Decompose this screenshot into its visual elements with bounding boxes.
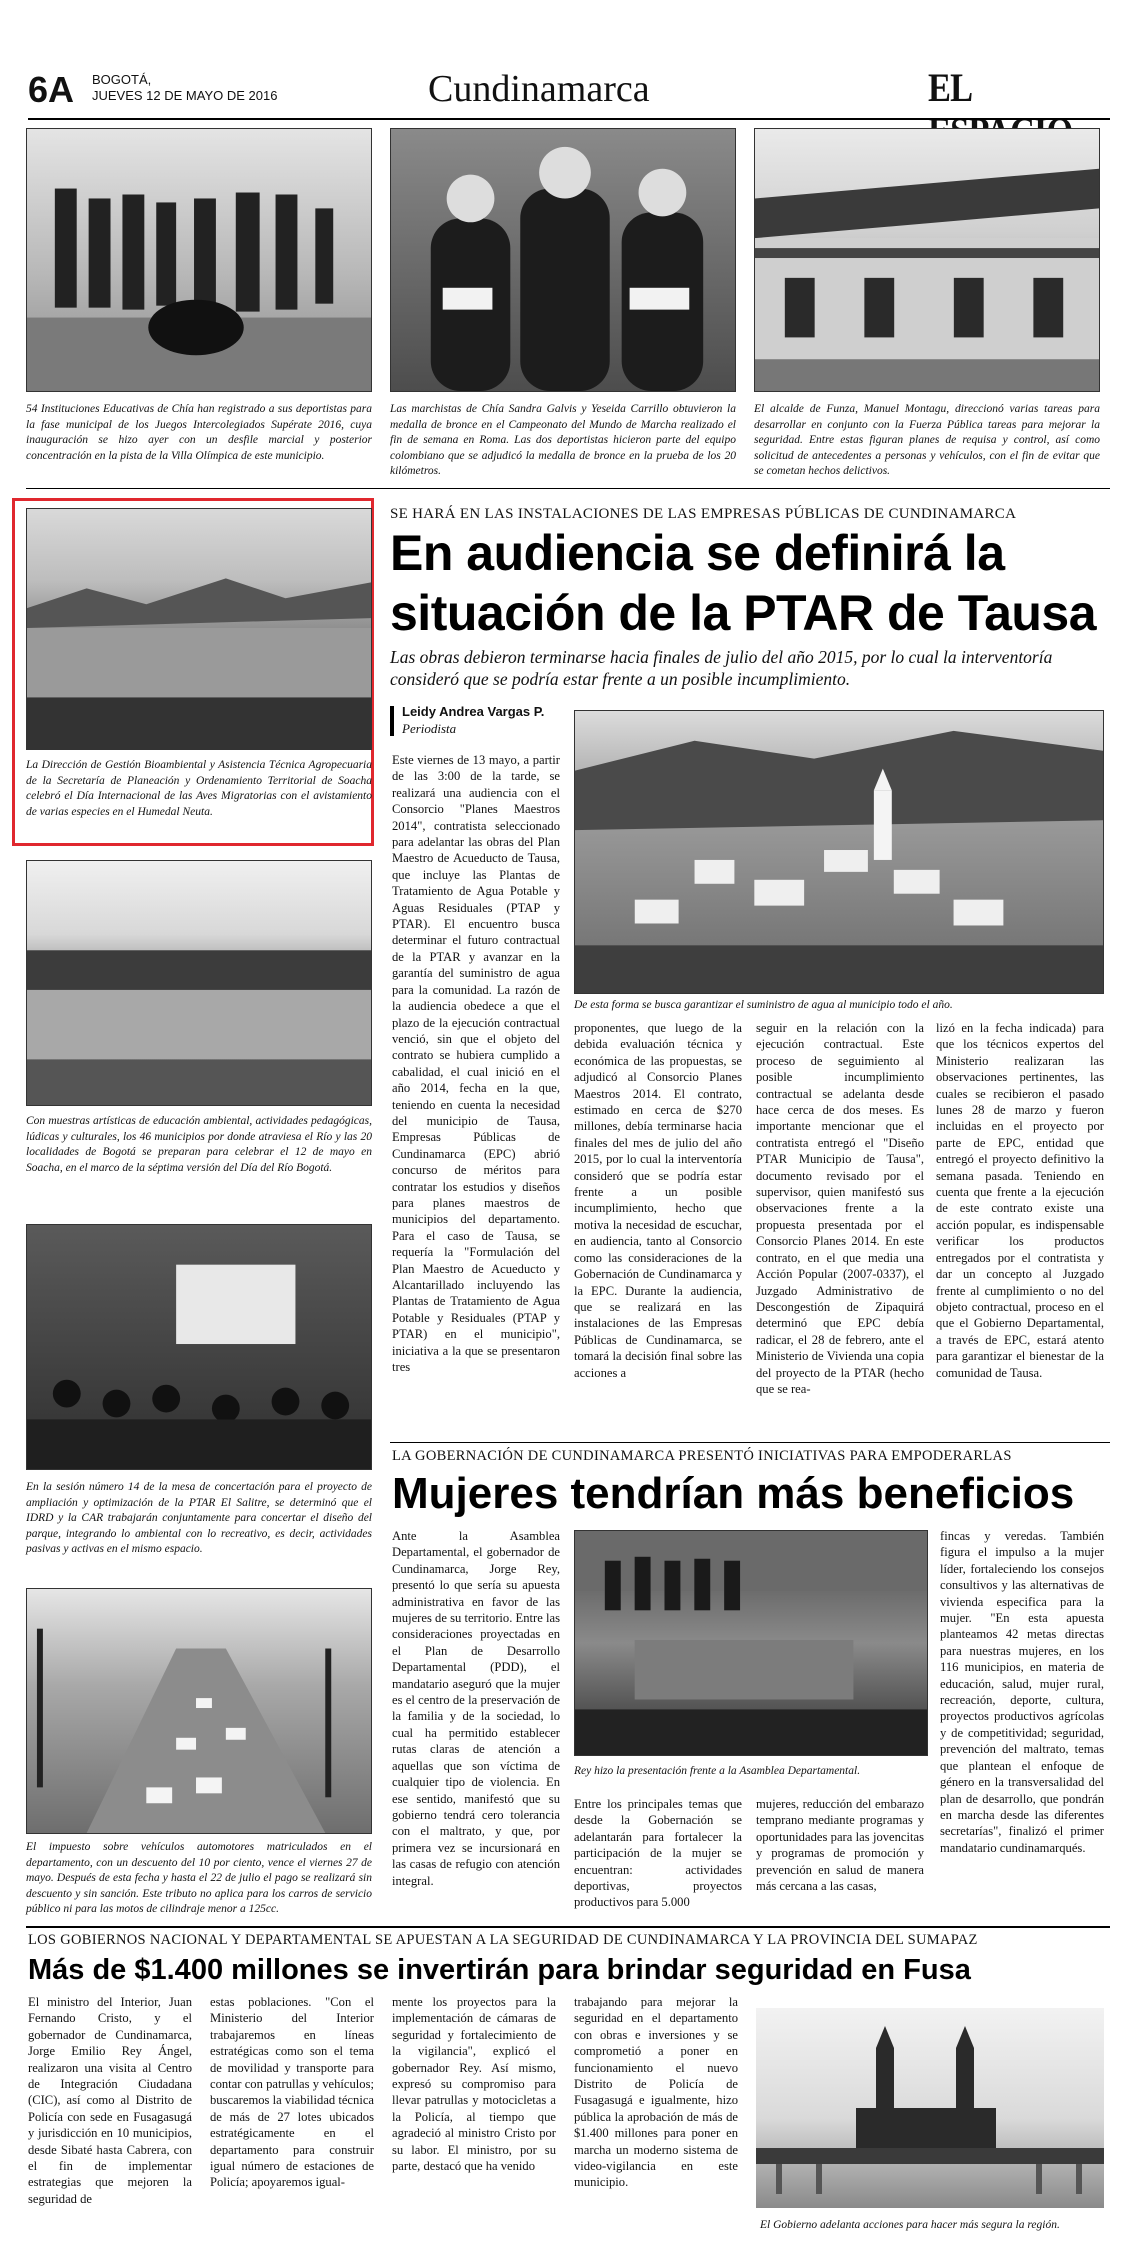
photo-traffic: [26, 1588, 372, 1834]
mujeres-column-4: fincas y veredas. También figura el impulso a la mujer líder, fortaleciendo los consejos consultivos y las alternativas de vivienda especifica para la mujer. "En esta apuesta planteamos 42 metas directas para nuestras mujeres, en los 116 municipios, en materia de educación, salud, mujer rural, recreación, deporte, cultura, proyectos productivos agrícolas y de competitividad; seguridad, prevención del maltrato, temas que plantean el enfoque de género en la transversalidad del plan de desarrollo, que pondrán en marcha desde las diferentes secretarías", finalizó el primer mandatario cundinamarqués.: [940, 1529, 1104, 1855]
fusa-rule: [26, 1926, 1110, 1928]
page-header: [28, 66, 1110, 118]
fusa-column-4: trabajando para mejorar la seguridad en el departamento con obras e inversiones y se comprometió a poner en funcionamiento el nuevo Distrito de Policía de Fusagasugá e igualmente, hizo pública la aprobación de más de $1.400 millones para poner en marcha un moderno sistema de video-vigilancia en este municipio.: [574, 1995, 738, 2190]
caption-funza: El alcalde de Funza, Manuel Montagu, direccionó varias tareas para desarrollar en conjunto con la Fuerza Pública tareas para mejorar la seguridad. Entre estas figuran planes de requisa y control, así como solicitud de antecedentes a personas y vehículos, con el fin de evitar que se cometan hechos delictivos.: [754, 403, 1100, 477]
header-rule: [28, 118, 1110, 120]
photo-fusa-church: [756, 2008, 1104, 2208]
mid-rule: [390, 1442, 1110, 1443]
fusa-column-1: El ministro del Interior, Juan Fernando Cristo, y el gobernador de Cundinamarca, Jorge Emilio Rey Ángel, realizaron una visita al Centro de Integración Ciudadana (CIC), así como al Distrito de Policía con sede en Fusagasugá y jurisdicción en 10 municipios, desde Sibaté hasta Cabrera, con el fin de implementar estrategias que mejoren la seguridad de: [28, 1995, 192, 2206]
page-number: 6A: [28, 69, 75, 110]
mujeres-column-2: Entre los principales temas que desde la Gobernación se adelantarán para fortalecer la participación de la mujer se encuentran: actividades deportivas, proyectos productivos para 5.000: [574, 1797, 742, 1910]
photo-tausa-town: [574, 710, 1104, 994]
caption-fusa: El Gobierno adelanta acciones para hacer más segura la región.: [760, 2219, 1060, 2231]
header-city: BOGOTÁ,: [92, 72, 152, 87]
ptar-deck: Las obras debieron terminarse hacia finales de julio del año 2015, por lo cual la interventoría consideró que se podría estar frente a un posible incumplimiento.: [390, 647, 1053, 689]
mujeres-title: Mujeres tendrían más beneficios: [392, 1469, 1075, 1518]
byline-name: Leidy Andrea Vargas P.: [402, 704, 545, 719]
photo-marchistas: [390, 128, 736, 392]
caption-asamblea: Rey hizo la presentación frente a la Asamblea Departamental.: [574, 1765, 861, 1777]
fusa-column-2: estas poblaciones. "Con el Ministerio del Interior trabajaremos en líneas estratégicas como son el tema de movilidad y transporte para contar con patrullas y vehículos; buscaremos la viabilidad técnica de más de 27 lotes ubicados estratégicamente en el departamento para construir igual número de estaciones de Policía; apoyaremos igual-: [210, 1995, 375, 2190]
ptar-column-1: Este viernes de 13 mayo, a partir de las 3:00 de la tarde, se realizará una audiencia con el Consorcio "Planes Maestros 2014", contratista seleccionado para adelantar las obras del Plan Maestro de Acueducto de Tausa, que incluye las Plantas de Tratamiento de Agua Potable y Aguas Residuales (PTAP y PTAR). El encuentro busca determinar el futuro contractual de la PTAR y avanzar en la garantía del suministro de agua para la comunidad. La razón de la audiencia obedece a que el plazo de la ejecución contractual venció, sin que el objeto del contrato se hubiera cumplido a cabalidad, el cual inició en el año 2014, fecha en la que, teniendo en cuenta la necesidad del municipio de Tausa, Empresas Públicas de Cundinamarca (EPC) abrió concurso de méritos para contratar los estudios y diseños para planes maestros de municipios del departamento. Para el caso de Tausa, se requería la "Formulación del Plan Maestro de Acueducto y Alcantarillado incluyendo las Plantas de Tratamiento de Agua Potable y Residuales (PTAP y PTAR) en el municipio", iniciativa a la que se presentaron tres: [392, 753, 560, 1375]
section-title: Cundinamarca: [428, 68, 650, 110]
photo-asamblea: [574, 1530, 928, 1756]
header-date: JUEVES 12 DE MAYO DE 2016: [92, 88, 278, 103]
caption-ptar-salitre: En la sesión número 14 de la mesa de concertación para el proyecto de ampliación y optimización de la PTAR El Salitre, se determinó que el IDRD y la CAR trabajarán conjuntamente para concertar el diseño del parque, integrando lo ambiental con lo recreativo, es decir, actividades pasivas y activas en el mismo espacio.: [26, 1481, 372, 1555]
ptar-kicker: SE HARÁ EN LAS INSTALACIONES DE LAS EMPRESAS PÚBLICAS DE CUNDINAMARCA: [390, 506, 1017, 522]
fusa-title: Más de $1.400 millones se invertirán para brindar seguridad en Fusa: [28, 1954, 971, 1986]
ptar-column-4: lizó en la fecha indicada) para que los técnicos expertos del Ministerio realizaran las observaciones pertinentes, las cuales se recibieron el pasado lunes 28 de marzo y fueron incluidas en el proyecto por parte de EPC, entidad que entregó el proyecto definitivo la semana pasada. Teniendo en cuenta que frente a la ejecución de este contrato existe una acción popular, es indispensable verificar los productos entregados por el contratista y dar un concepto al Juzgado frente al cumplimiento o no del objeto contractual, proceso en el que el Gobierno Departamental, a través de EPC, estará atento para garantizar el bienestar de la comunidad de Tausa.: [936, 1021, 1104, 1380]
photo-ptar-salitre-meeting: [26, 1224, 372, 1470]
ptar-column-3: seguir en la relación con la ejecución contractual. Este proceso de seguimiento al posible incumplimiento contractual se adelanta desde hace cerca de dos meses. Es importante mencionar que el contratista entregó el "Diseño PTAR Municipio de Tausa", documento revisado por el supervisor, quien manifestó sus observaciones frente a la propuesta presentada por el Consorcio Planes 2014. En este contrato, en el que media una Acción Popular (2007-0337), el Juzgado Administrativo de Descongestión de Zipaquirá determinó que EPC debía radicar, el 28 de febrero, ante el Ministerio de Vivienda una copia del proyecto de la PTAR (hecho que se rea-: [756, 1021, 924, 1396]
caption-impuesto: El impuesto sobre vehículos automotores matriculados en el departamento, con un descuento del 10 por ciento, vence el viernes 27 de mayo. Después de esta fecha y hasta el 22 de julio el pago se realizará sin descuento y sin sanción. Este tributo no aplica para los carros de servicio público ni para las motos de cilindraje menor a 125cc.: [26, 1841, 372, 1915]
caption-chia: 54 Instituciones Educativas de Chía han registrado a sus deportistas para la fase municipal de los Juegos Intercolegiados Supérate 2016, cuya inauguración se hizo ayer con un desfile marcial y posterior concentración en la pista de la Villa Olímpica de este municipio.: [26, 403, 372, 462]
mujeres-kicker: LA GOBERNACIÓN DE CUNDINAMARCA PRESENTÓ INICIATIVAS PARA EMPODERARLAS: [392, 1448, 1012, 1464]
mujeres-column-3: mujeres, reducción del embarazo temprano mediante programas y oportunidades para las jovencitas y programas de promoción y prevención en salud de manera más cercana a las casas,: [756, 1797, 924, 1894]
photo-rio-bogota: [26, 860, 372, 1106]
fusa-column-3: mente los proyectos para la implementación de cámaras de seguridad y fortalecimiento de la vigilancia", explicó el gobernador Rey. Así mismo, expresó su compromiso para llevar patrullas y motocicletas a la Policía, al tiempo que agradeció al ministro Cristo por su labor. El ministro, por su parte, destacó que ha venido: [392, 1995, 556, 2174]
caption-humedal: La Dirección de Gestión Bioambiental y Asistencia Técnica Agropecuaria de la Secretaría de Planeación y Ordenamiento Territorial de Soacha celebró el Día Internacional de las Aves Migratorias con el avistamiento de varias especies en el Humedal Neuta.: [26, 759, 372, 818]
caption-tausa: De esta forma se busca garantizar el suministro de agua al municipio todo el año.: [574, 999, 953, 1011]
caption-rio: Con muestras artísticas de educación ambiental, actividades pedagógicas, lúdicas y culturales, los 46 municipios por donde atraviesa el Río y las 20 localidades de Bogotá se preparan para celebrar el 12 de mayo en Soacha, en el marco de la séptima versión del Día del Río Bogotá.: [26, 1115, 372, 1174]
caption-marchistas: Las marchistas de Chía Sandra Galvis y Yeseida Carrillo obtuvieron la medalla de bronce en el Campeonato del Mundo de Marcha realizado el fin de semana en Roma. Las dos deportistas hicieron parte del equipo colombiano que se adjudicó la medalla de bronce en la prueba de los 20 kilómetros.: [390, 403, 736, 477]
top-section-rule: [26, 488, 1110, 489]
ptar-column-2: proponentes, que luego de la debida evaluación técnica y económica de las propuestas, se adjudicó al Consorcio Planes Maestros 2014. El contrato, estimado en cerca de $270 millones, debía terminarse hacia finales del mes de julio del año 2015, por lo cual la interventoría consideró que se podría estar frente a un posible incumplimiento, hecho que motiva la necesidad de escuchar, en audiencia, tanto al Consorcio como las consideraciones de la Gobernación de Cundinamarca y la EPC. Durante la audiencia, que se realizará en las instalaciones de las Empresas Públicas de Cundinamarca, se tomará la decisión final sobre las acciones a: [574, 1021, 742, 1380]
photo-funza-building: [754, 128, 1100, 392]
byline-bar: [390, 706, 394, 736]
photo-humedal-neuta: [26, 508, 372, 750]
ptar-title-line1: En audiencia se definirá la: [390, 525, 1005, 581]
mujeres-column-1: Ante la Asamblea Departamental, el gobernador de Cundinamarca, Jorge Rey, presentó lo que sería su apuesta administrativa en favor de las mujeres de su territorio. Entre las consideraciones proyectadas en el Plan de Desarrollo Departamental (PDD), el mandatario aseguró que la mujer es el centro de la preservación de la familia y de la sociedad, lo cual ha permitido establecer rutas claras de atención a aquellas que son víctima de cualquier tipo de violencia. En ese sentido, manifestó que su gobierno tendrá cero tolerancia con el maltrato, y que, por primera vez se incursionará en las casas de refugio con atención integral.: [392, 1529, 560, 1888]
photo-chia-students: [26, 128, 372, 392]
fusa-kicker: LOS GOBIERNOS NACIONAL Y DEPARTAMENTAL SE APUESTAN A LA SEGURIDAD DE CUNDINAMARCA Y LA PROVINCIA DEL SUMAPAZ: [28, 1932, 978, 1948]
brand-logo: EL: [928, 65, 971, 110]
byline-role: Periodista: [402, 721, 457, 736]
ptar-title-line2: situación de la PTAR de Tausa: [390, 585, 1097, 641]
